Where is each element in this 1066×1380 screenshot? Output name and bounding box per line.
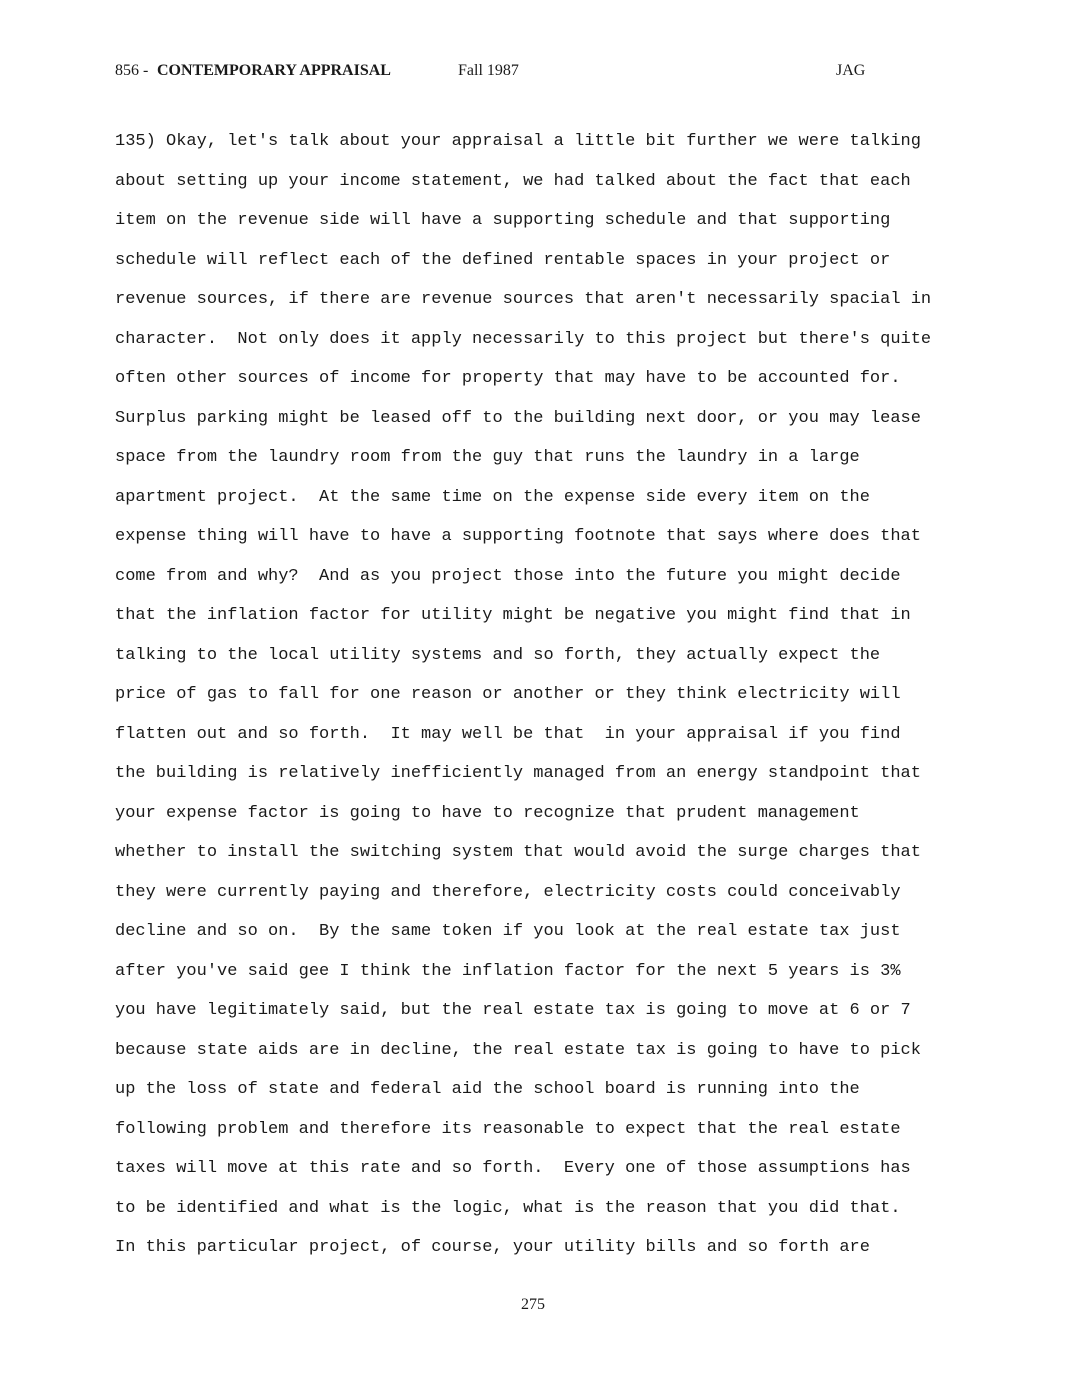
page-number: 275 [521, 1296, 545, 1313]
text-line: following problem and therefore its reasonable to expect that the real estate [115, 1119, 901, 1139]
text-line: price of gas to fall for one reason or another or they think electricity will [115, 685, 901, 704]
transcript-body [115, 122, 1015, 1268]
semester: Fall 1987 [458, 62, 519, 79]
text-line: flatten out and so forth. It may well be that in your appraisal if you find [115, 724, 901, 744]
text-line: decline and so on. By the same token if you look at the real estate tax just [115, 922, 901, 941]
text-line: space from the laundry room from the guy that runs the laundry in a large [115, 448, 860, 467]
text-line: talking to the local utility systems and so forth, they actually expect the [115, 645, 881, 665]
text-line: that the inflation factor for utility might be negative you might find that in [115, 606, 911, 625]
course-title: CONTEMPORARY APPRAISAL [157, 62, 391, 79]
text-line: to be identified and what is the logic, what is the reason that you did that. [115, 1198, 901, 1218]
text-line: 135) Okay, let's talk about your appraisal a little bit further we were talking [115, 132, 921, 151]
text-line: revenue sources, if there are revenue sources that aren't necessarily spacial in [115, 290, 932, 309]
text-line: come from and why? And as you project those into the future you might decide [115, 566, 901, 586]
text-line: In this particular project, of course, your utility bills and so forth are [115, 1238, 870, 1257]
text-line: taxes will move at this rate and so forth. Every one of those assumptions has [115, 1159, 911, 1178]
text-line: character. Not only does it apply necessarily to this project but there's quite [115, 329, 932, 349]
text-line: after you've said gee I think the inflation factor for the next 5 years is 3% [115, 961, 901, 981]
text-line: Surplus parking might be leased off to the building next door, or you may lease [115, 408, 921, 428]
text-line: they were currently paying and therefore, electricity costs could conceivably [115, 882, 901, 902]
text-line: the building is relatively inefficiently managed from an energy standpoint that [115, 764, 921, 783]
text-line: your expense factor is going to have to recognize that prudent management [115, 803, 860, 823]
text-line: often other sources of income for property that may have to be accounted for. [115, 369, 901, 388]
page-header [0, 62, 1066, 86]
text-line: because state aids are in decline, the real estate tax is going to have to pick [115, 1040, 921, 1060]
text-line: you have legitimately said, but the real estate tax is going to move at 6 or 7 [115, 1001, 911, 1020]
text-line: up the loss of state and federal aid the school board is running into the [115, 1080, 860, 1099]
course-number: 856 - [115, 62, 149, 79]
text-line: schedule will reflect each of the defined rentable spaces in your project or [115, 250, 891, 270]
text-line: item on the revenue side will have a supporting schedule and that supporting [115, 211, 891, 230]
text-line: expense thing will have to have a supporting footnote that says where does that [115, 527, 921, 546]
text-line: whether to install the switching system that would avoid the surge charges that [115, 843, 921, 862]
text-line: apartment project. At the same time on the expense side every item on the [115, 487, 870, 507]
text-line: about setting up your income statement, we had talked about the fact that each [115, 171, 911, 191]
author-initials: JAG [836, 62, 866, 79]
